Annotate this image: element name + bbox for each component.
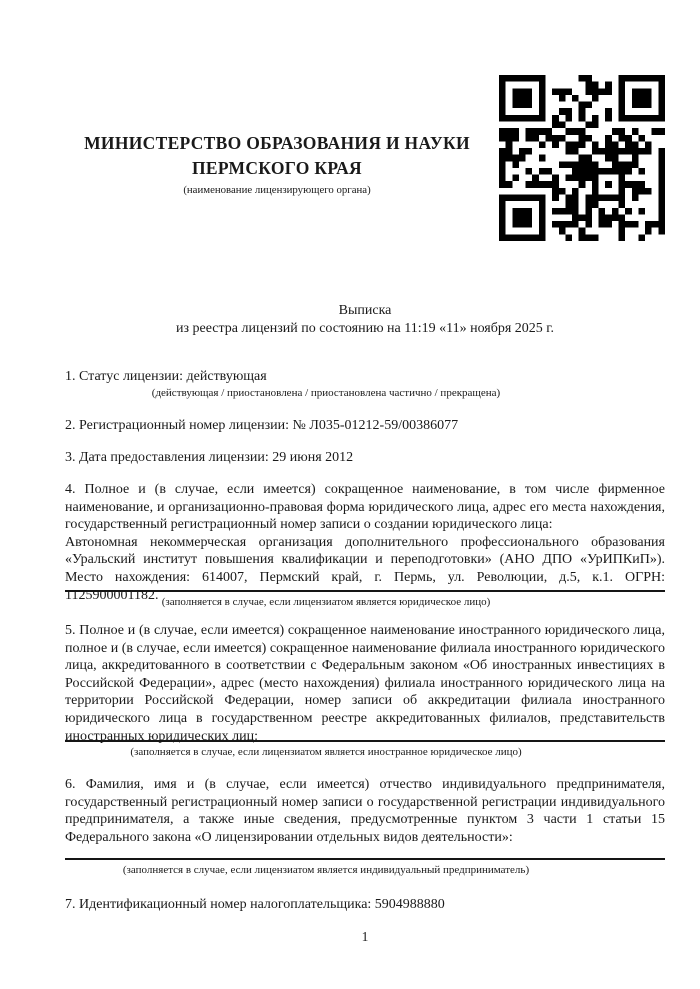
item-4-fill-in-rule	[65, 590, 665, 592]
qr-code-icon	[499, 75, 665, 241]
item-5-note: (заполняется в случае, если лицензиатом является иностранное юридическое лицо)	[130, 746, 522, 758]
document-title: Выписка	[338, 303, 392, 318]
item-4-question: 4. Полное и (в случае, если имеется) сокращенное наименование, в том числе фирменное наименование, и организационно-правовая форма юридического лица, адрес его места нахождения, государственный регистрационный номер записи о создании юридического лица:	[65, 482, 665, 533]
item-4-note: (заполняется в случае, если лицензиатом является юридическое лицо)	[161, 596, 491, 608]
licensing-authority-header	[65, 131, 489, 196]
item-4-legal-entity	[65, 481, 665, 604]
ministry-name-line2: ПЕРМСКОГО КРАЯ	[192, 158, 362, 178]
ministry-name-line1: МИНИСТЕРСТВО ОБРАЗОВАНИЯ И НАУКИ	[84, 133, 470, 153]
item-3-license-date: 3. Дата предоставления лицензии: 29 июня 2012	[65, 450, 354, 465]
qr-code-image	[499, 75, 665, 241]
item-4-answer: Автономная некоммерческая организация дополнительного профессионального образования «Уральский институт повышения квалификации и переподготовки» (АНО ДПО «УрИПКиП»). Место нахождения: 614007, Пермский край, г. Пермь, ул. Революции, д.5, к.1. ОГРН: 1125900001182.	[65, 534, 665, 603]
page-number: 1	[361, 929, 369, 944]
item-6-fill-in-rule	[65, 858, 665, 860]
item-5-fill-in-rule	[65, 740, 665, 742]
licensing-authority-caption: (наименование лицензирующего органа)	[183, 184, 371, 196]
item-2-registration-number: 2. Регистрационный номер лицензии: № Л035-01212-59/00386077	[65, 418, 459, 433]
item-5-foreign-entity: 5. Полное и (в случае, если имеется) сокращенное наименование иностранного юридического лица, полное и (в случае, если имеется) сокращенное наименование филиала иностранного юридического лица, аккредитованного в соответствии с Федеральным законом «Об иностранных инвестициях в Российской Федерации», адрес (место нахождения) филиала иностранного юридического лица на территории Российской Федерации, номер записи об аккредитации филиала иностранного юридического лица в государственном реестре аккредитованных филиалов, представительств иностранных юридических лиц:	[65, 623, 665, 744]
document-subtitle: из реестра лицензий по состоянию на 11:19 «11» ноября 2025 г.	[176, 320, 554, 336]
item-6-individual-entrepreneur: 6. Фамилия, имя и (в случае, если имеется) отчество индивидуального предпринимателя, государственный регистрационный номер записи о государственной регистрации индивидуального предпринимателя, а также иные сведения, предусмотренные пунктом 3 части 1 статьи 15 Федерального закона «О лицензировании отдельных видов деятельности»:	[65, 777, 665, 845]
item-6-note: (заполняется в случае, если лицензиатом является индивидуальный предприниматель)	[122, 864, 530, 876]
item-7-taxpayer-number: 7. Идентификационный номер налогоплательщика: 5904988880	[65, 897, 445, 912]
item-1-note: (действующая / приостановлена / приостановлена частично / прекращена)	[151, 387, 501, 399]
document-title-block	[65, 302, 665, 337]
item-1-license-status: 1. Статус лицензии: действующая	[65, 369, 267, 384]
